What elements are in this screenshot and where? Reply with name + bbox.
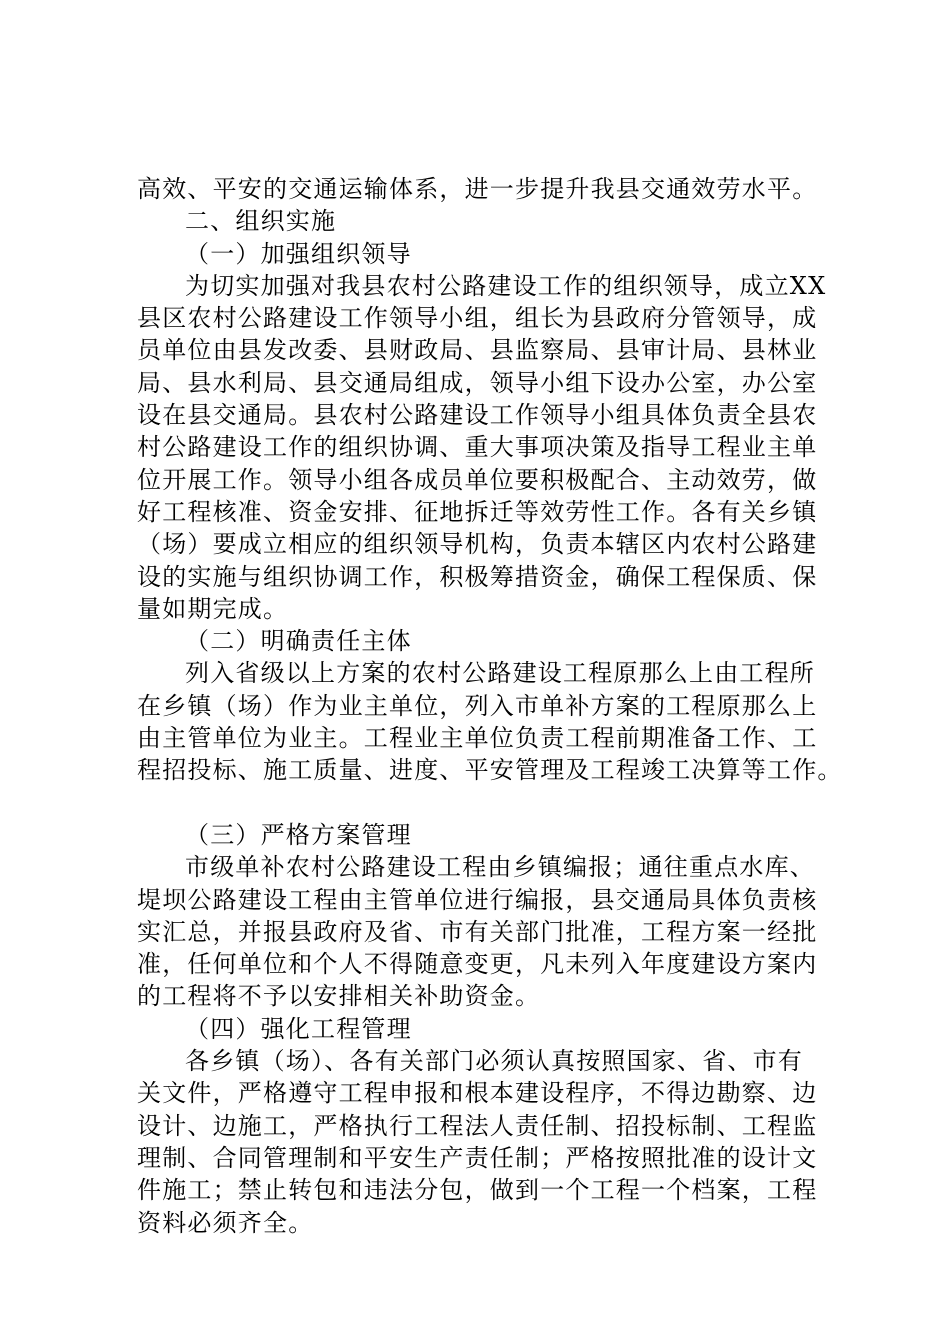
paragraph-line: （场）要成立相应的组织领导机构，负责本辖区内农村公路建	[137, 530, 818, 559]
subsection-heading: （二）明确责任主体	[185, 627, 412, 656]
paragraph-line: 实汇总，并报县政府及省、市有关部门批准，工程方案一经批	[137, 917, 818, 946]
subsection-heading: （一）加强组织领导	[185, 239, 412, 268]
paragraph-line: 列入省级以上方案的农村公路建设工程原那么上由工程所	[185, 659, 815, 688]
section-heading: 二、组织实施	[185, 207, 337, 236]
paragraph-line: 的工程将不予以安排相关补助资金。	[137, 982, 541, 1011]
paragraph-line: 资料必须齐全。	[137, 1208, 314, 1237]
paragraph-line: 件施工；禁止转包和违法分包，做到一个工程一个档案，工程	[137, 1176, 818, 1205]
paragraph-line: 准，任何单位和个人不得随意变更，凡未列入年度建设方案内	[137, 950, 818, 979]
paragraph-line: 局、县水利局、县交通局组成，领导小组下设办公室，办公室	[137, 368, 818, 397]
paragraph-line: 高效、平安的交通运输体系，进一步提升我县交通效劳水平。	[137, 175, 818, 203]
paragraph-line: 设的实施与组织协调工作，积极筹措资金，确保工程保质、保	[137, 562, 818, 591]
paragraph-line: 堤坝公路建设工程由主管单位进行编报，县交通局具体负责核	[137, 885, 818, 914]
paragraph-line: 程招投标、施工质量、进度、平安管理及工程竣工决算等工作。	[137, 756, 843, 785]
paragraph-line: 员单位由县发改委、县财政局、县监察局、县审计局、县林业	[137, 336, 818, 365]
paragraph-line: 为切实加强对我县农村公路建设工作的组织领导，成立XX	[185, 271, 827, 300]
paragraph-line: 设在县交通局。县农村公路建设工作领导小组具体负责全县农	[137, 401, 818, 430]
paragraph-line: 村公路建设工作的组织协调、重大事项决策及指导工程业主单	[137, 433, 818, 462]
paragraph-line: 在乡镇（场）作为业主单位，列入市单补方案的工程原那么上	[137, 691, 818, 720]
paragraph-line: 关文件，严格遵守工程申报和根本建设程序，不得边勘察、边	[137, 1079, 818, 1108]
paragraph-line: 设计、边施工，严格执行工程法人责任制、招投标制、工程监	[137, 1111, 818, 1140]
paragraph-line: 量如期完成。	[137, 594, 289, 623]
paragraph-line: 各乡镇（场）、各有关部门必须认真按照国家、省、市有	[185, 1047, 803, 1076]
paragraph-line: 理制、合同管理制和平安生产责任制；严格按照批准的设计文	[137, 1143, 818, 1172]
subsection-heading: （三）严格方案管理	[185, 820, 412, 849]
document-body	[137, 173, 843, 1239]
paragraph-line: 好工程核准、资金安排、征地拆迁等效劳性工作。各有关乡镇	[137, 497, 818, 526]
paragraph-line: 位开展工作。领导小组各成员单位要积极配合、主动效劳，做	[137, 465, 818, 494]
paragraph-line: 由主管单位为业主。工程业主单位负责工程前期准备工作、工	[137, 724, 818, 753]
subsection-heading: （四）强化工程管理	[185, 1014, 412, 1043]
blank-line	[137, 787, 837, 819]
paragraph-line: 县区农村公路建设工作领导小组，组长为县政府分管领导，成	[137, 304, 818, 333]
paragraph-line: 市级单补农村公路建设工程由乡镇编报；通往重点水库、	[185, 853, 815, 882]
